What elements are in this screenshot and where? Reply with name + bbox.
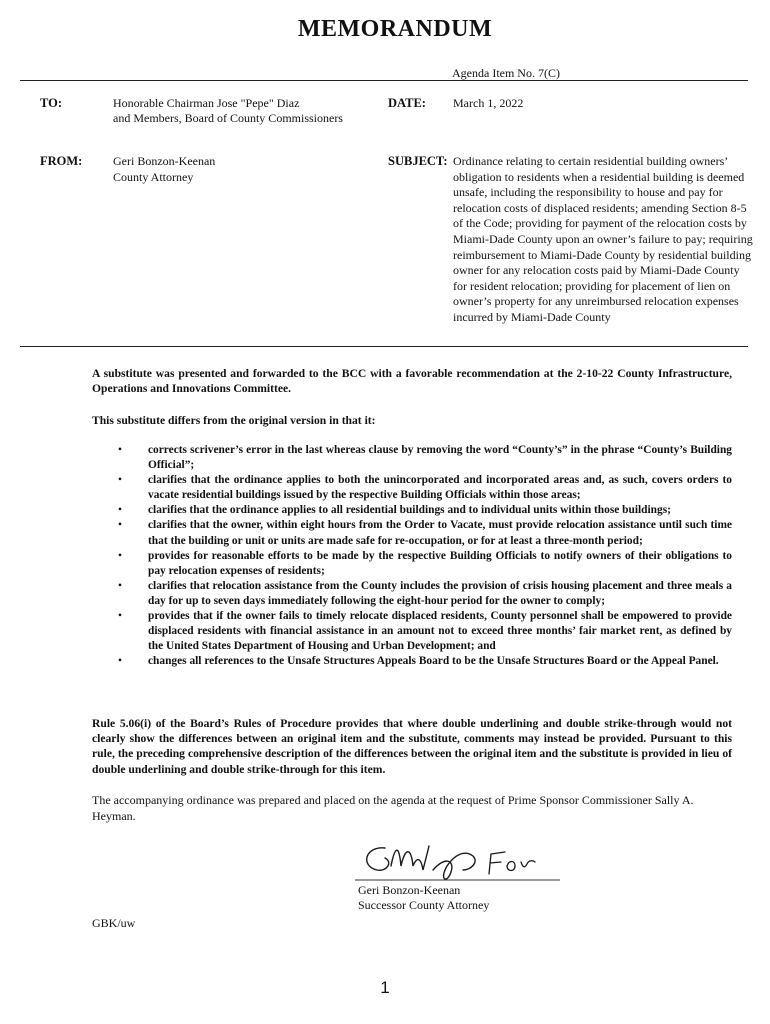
- bullet-icon: •: [118, 519, 122, 532]
- accompanying-paragraph: The accompanying ordinance was prepared and placed on the agenda at the request of Prime Sponsor Commissioner Sally A. Heyman.: [92, 793, 694, 823]
- to-recipient-line-2: and Members, Board of County Commissioners: [113, 111, 343, 125]
- bullet-icon: •: [118, 655, 122, 668]
- list-item: [92, 518, 732, 548]
- from-label: FROM:: [40, 154, 83, 168]
- list-item-text: corrects scrivener’s error in the last whereas clause by removing the word “County’s” in the phrase “County’s Building Official”;: [148, 444, 732, 472]
- bullet-icon: •: [118, 549, 122, 562]
- list-item: [92, 503, 732, 518]
- memo-title: MEMORANDUM: [297, 16, 493, 42]
- list-item-text: changes all references to the Unsafe Structures Appeals Board to be the Unsafe Structures Board or the Appeal Panel.: [148, 655, 719, 668]
- list-item: [92, 609, 732, 654]
- from-title: County Attorney: [113, 169, 194, 184]
- subject-label: SUBJECT:: [388, 154, 448, 168]
- from-name: Geri Bonzon-Keenan: [113, 154, 216, 168]
- header-bottom-rule: [20, 346, 748, 347]
- date-value: March 1, 2022: [453, 96, 524, 110]
- page-number: 1: [380, 978, 390, 997]
- bullet-icon: •: [118, 579, 122, 592]
- signatory-name: Geri Bonzon-Keenan: [358, 883, 461, 897]
- list-item-text: clarifies that the owner, within eight hours from the Order to Vacate, must provide relocation assistance until such time that the building or unit or units are made safe for re-occupation, or for at least a three-month period;: [148, 519, 732, 547]
- date-label: DATE:: [388, 96, 426, 110]
- list-item-text: clarifies that relocation assistance from the County includes the provision of crisis housing placement and three meals a day for up to seven days immediately following the eight-hour period for the owner to comply;: [148, 579, 732, 607]
- bullet-icon: •: [118, 610, 122, 623]
- bullet-icon: •: [118, 444, 122, 456]
- substitute-intro-paragraph: A substitute was presented and forwarded to the BCC with a favorable recommendation at the 2-10-22 County Infrastructure, Operations and Innovations Committee.: [92, 367, 732, 396]
- to-recipient-line-1: Honorable Chairman Jose "Pepe" Diaz: [113, 96, 300, 110]
- signatory-title: Successor County Attorney: [358, 898, 490, 912]
- handwritten-signature: [355, 836, 565, 886]
- list-item-text: provides for reasonable efforts to be made by the respective Building Officials to notify owners of their obligations to pay relocation expenses of residents;: [148, 549, 732, 577]
- typist-initials: GBK/uw: [92, 916, 136, 930]
- list-item: [92, 579, 732, 609]
- list-item: [92, 473, 732, 503]
- list-item-text: clarifies that the ordinance applies to all residential buildings and to individual units within those buildings;: [148, 504, 671, 517]
- list-item: [92, 549, 732, 579]
- agenda-item-number: Agenda Item No. 7(C): [452, 66, 560, 80]
- list-item: [92, 443, 732, 473]
- subject-text: Ordinance relating to certain residential building owners’ obligation to residents when a residential building is deemed unsafe, including the responsibility to house and pay for relocation costs of displaced residents; amending Section 8-5 of the Code; providing for payment of the relocation costs by Miami-Dade County upon an owner’s failure to pay; requiring reimbursement to Miami-Dade County by residential building owner for any relocation costs paid by Miami-Dade County for resident relocation; providing for placement of lien on owner’s property for any unreimbursed relocation expenses incurred by Miami-Dade County: [453, 154, 753, 324]
- list-item: [92, 654, 732, 669]
- differs-paragraph: This substitute differs from the original version in that it:: [92, 414, 376, 427]
- bullet-icon: •: [118, 474, 122, 487]
- list-item-text: clarifies that the ordinance applies to both the unincorporated and incorporated areas and, as such, covers orders to vacate residential buildings issued by the respective Building Officials within those areas;: [148, 474, 732, 502]
- to-label: TO:: [40, 96, 62, 110]
- list-item-text: provides that if the owner fails to timely relocate displaced residents, County personnel shall be empowered to provide displaced residents with financial assistance in an amount not to exceed three months’ fair market rent, as defined by the United States Department of Housing and Urban Development; and: [148, 610, 732, 653]
- bullet-icon: •: [118, 504, 122, 517]
- header-top-rule: [20, 80, 748, 81]
- changes-list: [92, 443, 732, 669]
- rule-paragraph: Rule 5.06(i) of the Board’s Rules of Procedure provides that where double underlining and double strike-through would not clearly show the differences between an original item and the substitute, comments may instead be provided. Pursuant to this rule, the preceding comprehensive description of the differences between the original item and the substitute is provided in lieu of double underlining and double strike-through for this item.: [92, 717, 732, 776]
